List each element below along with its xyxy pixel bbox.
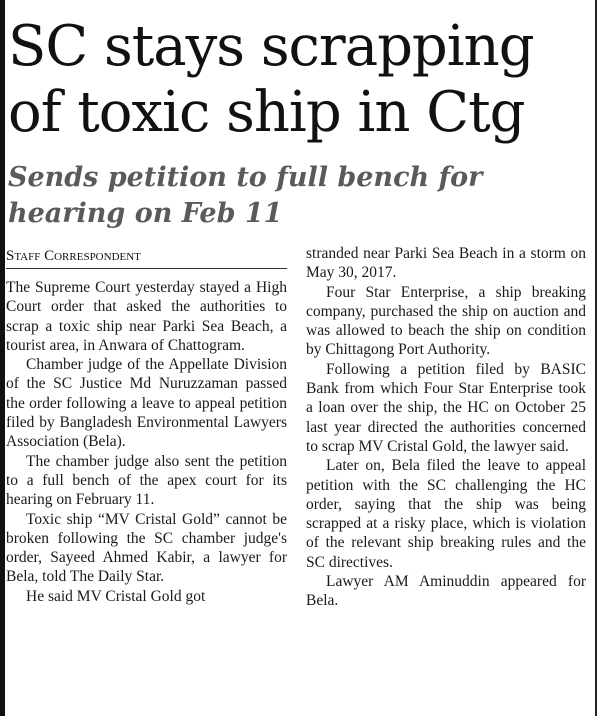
paragraph: Later on, Bela filed the leave to appeal petition with the SC challenging the HC order, saying that the ship was being scrapped at a risky place, which is violation of the relevant ship breaking rules and the SC directives. xyxy=(306,457,586,571)
paragraph: Lawyer AM Aminuddin appeared for Bela. xyxy=(306,573,586,610)
paragraph: stranded near Parki Sea Beach in a storm on May 30, 2017. xyxy=(306,245,586,282)
right-border-rule xyxy=(595,0,597,716)
paragraph: The chamber judge also sent the petition to a full bench of the apex court for its hearing on February 11. xyxy=(6,452,287,509)
left-border-rule xyxy=(0,0,5,716)
article-column-right xyxy=(306,244,586,611)
paragraph: Chamber judge of the Appellate Division of the SC Justice Md Nuruzzaman passed the order following a leave to appeal petition filed by Bangladesh Environmental Lawyers Association (Bela). xyxy=(6,356,287,451)
paragraph: The Supreme Court yesterday stayed a High Court order that asked the authorities to scrap a toxic ship near Parki Sea Beach, a tourist area, in Anwara of Chattogram. xyxy=(6,279,287,354)
paragraph: Following a petition filed by BASIC Bank from which Four Star Enterprise took a loan over the ship, the HC on October 25 last year directed the authorities concerned to scrap MV Cristal Gold, the lawyer said. xyxy=(306,360,586,455)
paragraph: Toxic ship “MV Cristal Gold” cannot be broken following the SC chamber judge's order, Sayeed Ahmed Kabir, a lawyer for Bela, told The Daily Star. xyxy=(6,510,287,586)
paragraph: He said MV Cristal Gold got xyxy=(26,587,206,605)
article-column-left xyxy=(6,278,287,606)
headline: SC stays scrapping of toxic ship in Ctg xyxy=(8,14,534,145)
subheadline: Sends petition to full bench for hearing on Feb 11 xyxy=(8,162,483,229)
byline: Staff Correspondent xyxy=(6,248,141,264)
byline-divider xyxy=(6,268,287,269)
paragraph: Four Star Enterprise, a ship breaking company, purchased the ship on auction and was allowed to beach the ship on condition by Chittagong Port Authority. xyxy=(306,283,586,359)
